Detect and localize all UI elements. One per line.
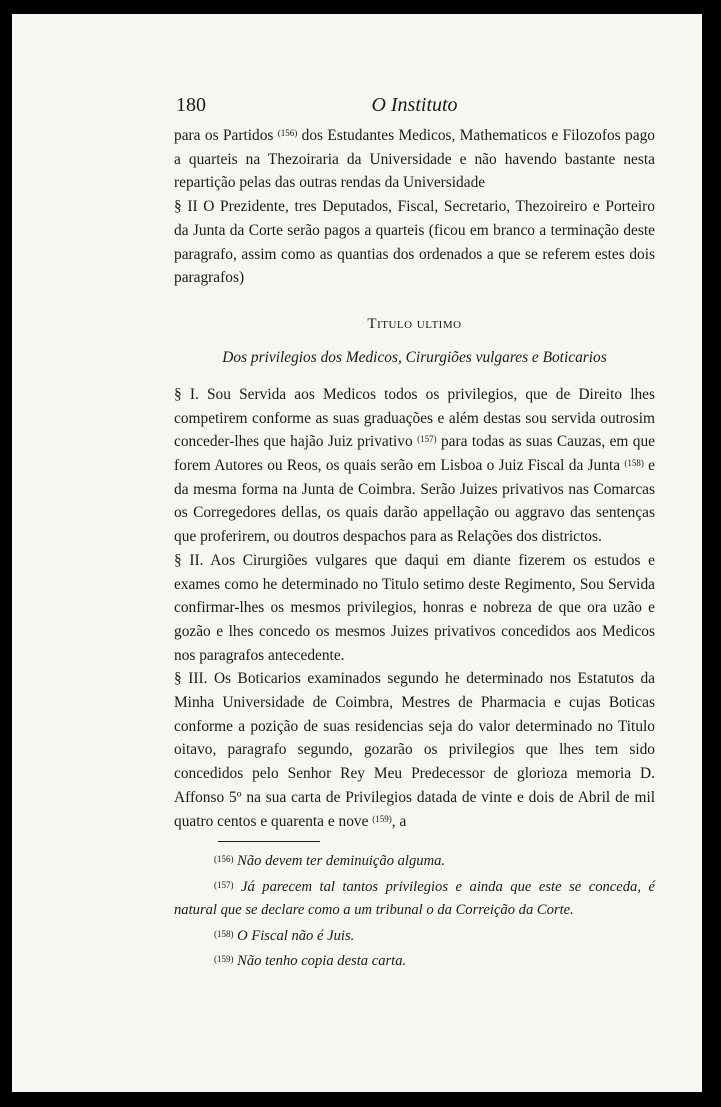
footnotes bbox=[174, 848, 655, 974]
section-heading bbox=[174, 316, 655, 367]
footnote-text: Não tenho copia desta carta. bbox=[233, 953, 407, 970]
text-run: dos Estudantes Medicos, Mathematicos e Filozofos pago a quarteis na Thezoiraria da Universidade e não havendo bastante nesta repartição pelas das outras rendas da Universidade bbox=[174, 127, 655, 192]
footnote-157 bbox=[174, 874, 655, 923]
footnote-mark: (159) bbox=[214, 954, 234, 965]
text-run: para os Partidos bbox=[174, 127, 278, 144]
text-run: § III. Os Boticarios examinados segundo he determinado nos Estatutos da Minha Universidade de Coimbra, Mestres de Pharmacia e cujas Boticas conforme a pozição de suas residencias seja do valor determinado no Titulo oitavo, paragrafo segundo, gozarão os privilegios que lhes tem sido concedidos pelo Senhor Rey Meu Predecessor de glorioza memoria D. Affonso 5º na sua carta de Privilegios datada de vinte e dois de Abril de mil quatro centos e quarenta e nove bbox=[174, 670, 655, 830]
section-subtitle: Dos privilegios dos Medicos, Cirurgiões vulgares e Boticarios bbox=[222, 348, 607, 366]
footnote-text: Já parecem tal tantos privilegios e ainda que este se conceda, é natural que se declare como a um tribunal o da Correição da Corte. bbox=[174, 878, 655, 919]
text-run: para todas as suas Cauzas, em que forem Autores ou Reos, os quais serão em Lisboa o Juiz Fiscal da Junta bbox=[174, 433, 656, 475]
footnote-text: O Fiscal não é Juis. bbox=[233, 927, 355, 944]
text-run: e da mesma forma na Junta de Coimbra. Serão Juizes privativos nas Comarcas os Corregedores dellas, os quais darão appellação ou aggravo das sentenças que proferirem, ou doutros despachos para as Relações dos districtos. bbox=[174, 457, 655, 546]
footnote-159 bbox=[174, 948, 655, 974]
running-title: O Instituto bbox=[371, 94, 458, 116]
page-number: 180 bbox=[176, 94, 206, 116]
footnote-mark: (157) bbox=[214, 879, 234, 890]
footnote-158 bbox=[174, 923, 655, 949]
footnote-mark: (156) bbox=[214, 854, 234, 865]
intro-text bbox=[174, 124, 655, 290]
paragraph-s2: § II. Aos Cirurgiões vulgares que daqui em diante fizerem os estudos e exames como he determinado no Titulo setimo deste Regimento, Sou Servida confirmar-lhes os mesmos privilegios, honras e nobreza de que ora uzão e gozão e lhes concedo os mesmos Juizes privativos concedidos aos Medicos nos paragrafos antecedente. bbox=[174, 551, 655, 664]
paragraph-s3 bbox=[174, 667, 655, 833]
page-header bbox=[174, 94, 655, 124]
footnote-ref-156: (156) bbox=[277, 128, 298, 138]
intro-paragraph-1 bbox=[174, 124, 655, 195]
footnote-divider bbox=[218, 841, 320, 842]
intro-paragraph-2: § II O Prezidente, tres Deputados, Fiscal, Secretario, Thezoireiro e Porteiro da Junta da Corte serão pagos a quarteis (ficou em branco a terminação deste paragrafo, assim como as quantias dos ordenados a que se referem estes dois paragrafos) bbox=[174, 198, 655, 287]
footnote-mark: (158) bbox=[214, 928, 234, 939]
section-title: Titulo ultimo bbox=[367, 315, 462, 332]
scanned-page bbox=[12, 14, 702, 1092]
paragraph-s1 bbox=[174, 383, 655, 549]
footnote-text: Não devem ter deminuição alguma. bbox=[233, 853, 446, 870]
footnote-ref-158: (158) bbox=[624, 458, 644, 469]
section-body bbox=[174, 383, 655, 833]
text-run: , a bbox=[391, 812, 407, 830]
footnote-ref-159: (159) bbox=[372, 813, 392, 824]
footnote-156 bbox=[174, 848, 655, 874]
footnote-ref-157: (157) bbox=[417, 434, 437, 445]
page-content bbox=[174, 94, 655, 974]
text-run: § I. Sou Servida aos Medicos todos os privilegios, que de Direito lhes competirem conforme as suas graduações e além destas sou servida outrosim conceder-lhes que hajão Juiz privativo bbox=[174, 385, 655, 451]
